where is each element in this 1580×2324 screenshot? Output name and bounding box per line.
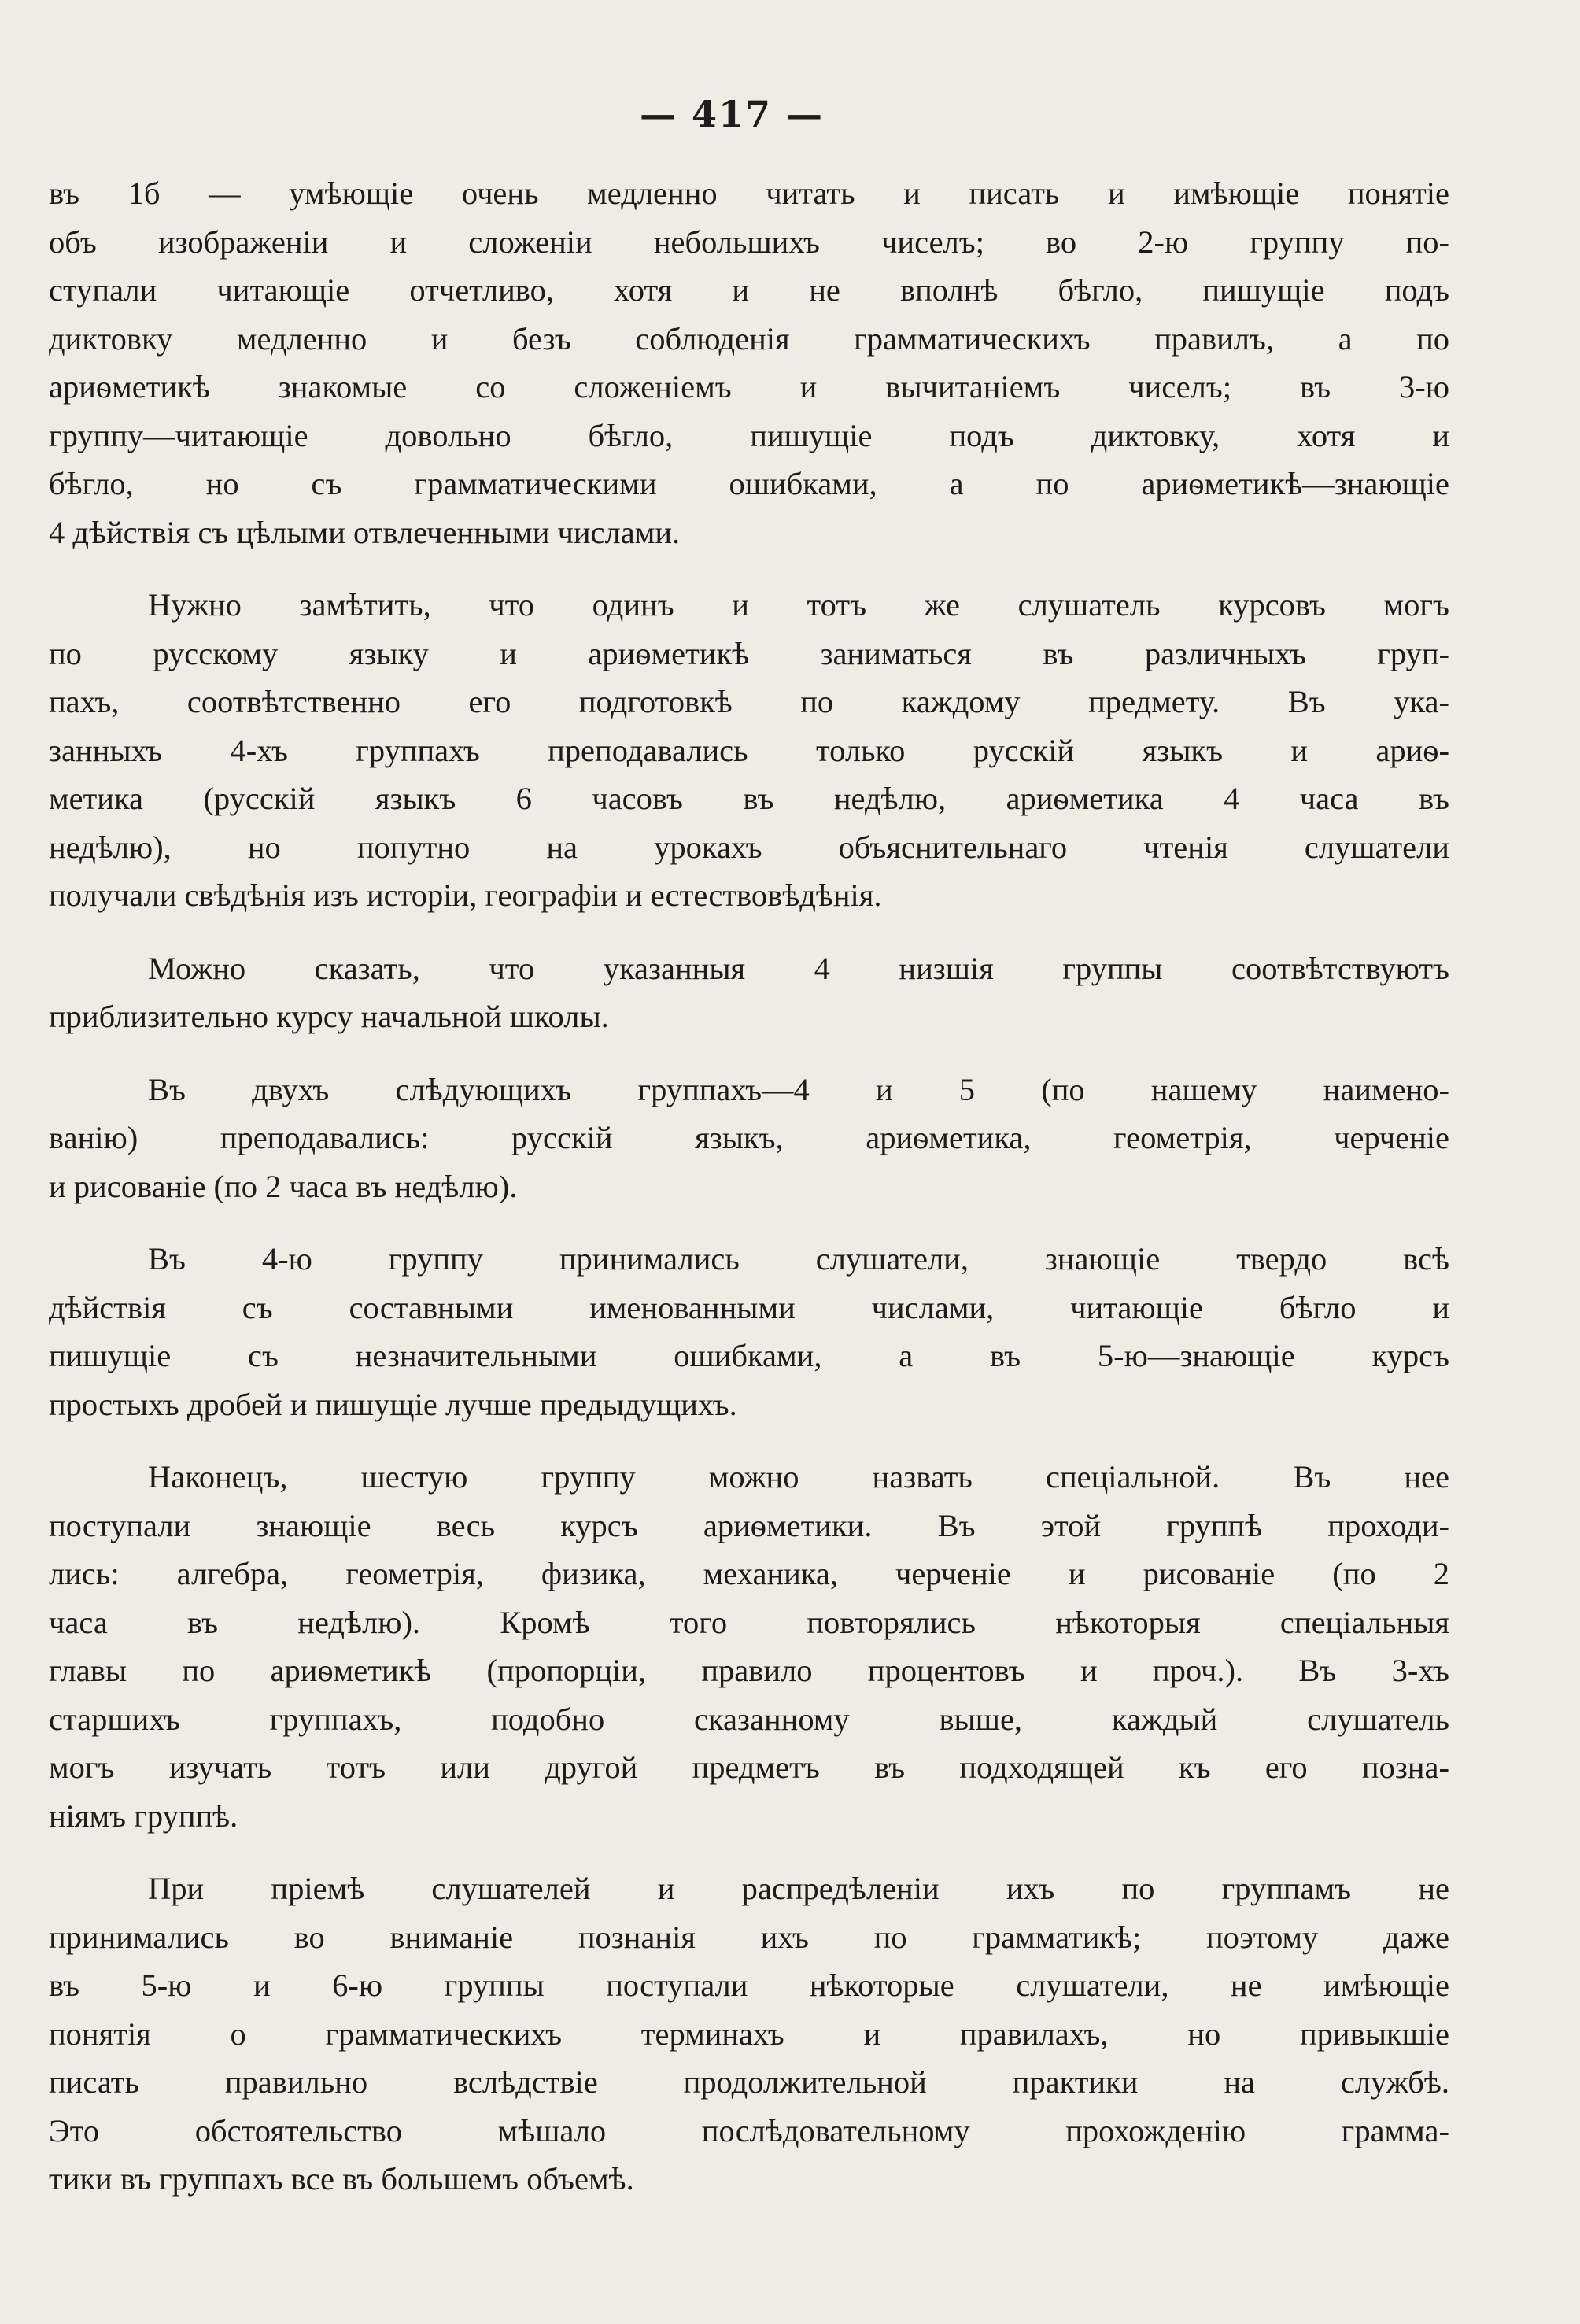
text-line: Въ 4-ю группу принимались слушатели, знающіе твердо всѣ — [148, 1241, 1449, 1277]
text-line: ступали читающіе отчетливо, хотя и не вполнѣ бѣгло, пишущіе подъ — [49, 272, 1449, 308]
text-line: диктовку медленно и безъ соблюденія грамматическихъ правилъ, а по — [49, 320, 1449, 357]
paragraph-7 — [49, 1864, 1449, 2204]
text-line: приблизительно курсу начальной школы. — [49, 999, 609, 1034]
text-line: тики въ группахъ все въ большемъ объемѣ. — [49, 2161, 634, 2197]
paragraph-4 — [49, 1066, 1449, 1211]
text-line: понятія о грамматическихъ терминахъ и правилахъ, но привыкшіе — [49, 2015, 1449, 2052]
text-line: группу—читающіе довольно бѣгло, пишущіе подъ диктовку, хотя и — [49, 417, 1449, 453]
text-line: бѣгло, но съ грамматическими ошибками, а по ариѳметикѣ—знающіе — [49, 466, 1449, 501]
text-line: главы по ариѳметикѣ (пропорціи, правило процентовъ и проч.). Въ 3-хъ — [49, 1653, 1449, 1688]
text-line: недѣлю), но попутно на урокахъ объяснительнаго чтенія слушатели — [49, 829, 1449, 865]
text-line: по русскому языку и ариѳметикѣ заниматься въ различныхъ груп- — [49, 635, 1449, 671]
text-line: часа въ недѣлю). Кромѣ того повторялись нѣкоторыя спеціальныя — [49, 1604, 1449, 1640]
text-line: поступали знающіе весь курсъ ариѳметики. Въ этой группѣ проходи- — [49, 1507, 1449, 1543]
text-line: въ 1б — умѣющіе очень медленно читать и писать и имѣющіе понятіе — [49, 176, 1449, 211]
text-line: занныхъ 4-хъ группахъ преподавались только русскій языкъ и ариѳ- — [49, 732, 1449, 768]
text-line: Въ двухъ слѣдующихъ группахъ—4 и 5 (по нашему наимено- — [148, 1071, 1449, 1107]
text-line: писать правильно вслѣдствіе продолжительной практики на службѣ. — [49, 2064, 1449, 2100]
page-number: — 417 — — [639, 93, 825, 135]
text-line: ніямъ группѣ. — [49, 1797, 238, 1834]
paragraph-6 — [49, 1453, 1449, 1840]
text-line: простыхъ дробей и пишущіе лучше предыдущихъ. — [49, 1386, 737, 1422]
text-line: пишущіе съ незначительными ошибками, а въ 5-ю—знающіе курсъ — [49, 1338, 1449, 1373]
text-line: принимались во вниманіе познанія ихъ по грамматикѣ; поэтому даже — [49, 1919, 1449, 1955]
text-line: могъ изучать тотъ или другой предметъ въ подходящей къ его позна- — [49, 1749, 1449, 1785]
paragraph-5 — [49, 1235, 1449, 1428]
text-line: ванію) преподавались: русскій языкъ, ариѳметика, геометрія, черченіе — [49, 1120, 1449, 1155]
text-line: Это обстоятельство мѣшало послѣдовательному прохожденію грамма- — [49, 2112, 1449, 2148]
text-line: и рисованіе (по 2 часа въ недѣлю). — [49, 1168, 518, 1204]
text-line: объ изображеніи и сложеніи небольшихъ чиселъ; во 2-ю группу по- — [49, 224, 1449, 260]
text-line: ариѳметикѣ знакомые со сложеніемъ и вычитаніемъ чиселъ; въ 3-ю — [49, 369, 1449, 405]
text-line: Наконецъ, шестую группу можно назвать спеціальной. Въ нее — [148, 1459, 1449, 1495]
text-line: Нужно замѣтить, что одинъ и тотъ же слушатель курсовъ могъ — [148, 587, 1449, 623]
paragraph-2 — [49, 581, 1449, 920]
text-line: 4 дѣйствія съ цѣлыми отвлеченными числами. — [49, 514, 681, 550]
text-line: лись: алгебра, геометрія, физика, механика, черченіе и рисованіе (по 2 — [49, 1556, 1449, 1591]
text-line: Можно сказать, что указанныя 4 низшія группы соотвѣтствуютъ — [148, 950, 1449, 986]
text-line: пахъ, соотвѣтственно его подготовкѣ по каждому предмету. Въ ука- — [49, 684, 1449, 719]
text-line: старшихъ группахъ, подобно сказанному выше, каждый слушатель — [49, 1701, 1449, 1737]
body-text — [49, 169, 1449, 2228]
text-line: При пріемѣ слушателей и распредѣленіи ихъ по группамъ не — [148, 1871, 1449, 1906]
paragraph-3 — [49, 944, 1449, 1041]
text-line: въ 5-ю и 6-ю группы поступали нѣкоторые слушатели, не имѣющіе — [49, 1967, 1449, 2003]
text-line: дѣйствія съ составными именованными числами, читающіе бѣгло и — [49, 1289, 1449, 1325]
text-line: метика (русскій языкъ 6 часовъ въ недѣлю, ариѳметика 4 часа въ — [49, 781, 1449, 816]
paragraph-1 — [49, 169, 1449, 556]
text-line: получали свѣдѣнія изъ исторіи, географіи и естествовѣдѣнія. — [49, 878, 882, 913]
